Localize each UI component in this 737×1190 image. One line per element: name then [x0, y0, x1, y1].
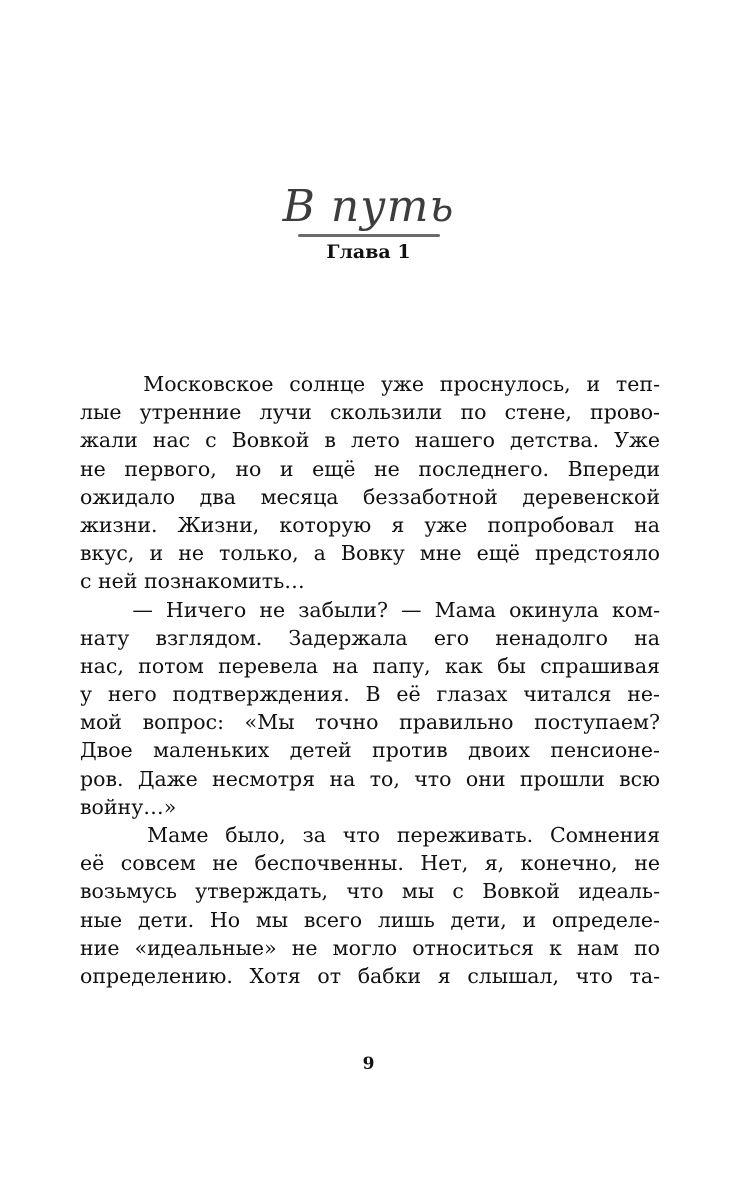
text-line: войну…»	[80, 794, 177, 819]
text-line: нату взглядом. Задержала его ненадолго на	[80, 625, 660, 650]
text-line: ров. Даже несмотря на то, что они прошли всю	[80, 766, 660, 791]
body-text	[80, 370, 660, 990]
text-line: с ней познакомить…	[80, 569, 305, 594]
text-line: Маме было, за что переживать. Сомнения	[80, 823, 660, 847]
text-line: возьмусь утверждать, что мы с Вовкой идеаль-	[80, 879, 660, 904]
text-line: ние «идеальные» не могло относиться к нам по	[80, 935, 660, 960]
text-line: не первого, но и ещё не последнего. Впереди	[80, 456, 660, 481]
text-line: Московское солнце уже проснулось, и теп-	[80, 372, 660, 396]
text-line: ожидало два месяца беззаботной деревенской	[80, 484, 660, 509]
paragraph	[80, 821, 660, 990]
chapter-label: Глава 1	[326, 241, 411, 263]
text-line: жизни. Жизни, которую я уже попробовал на	[80, 512, 660, 537]
text-line: ные дети. Но мы всего лишь дети, и определе-	[80, 907, 660, 932]
text-line: её совсем не беспочвенны. Нет, я, конечно, не	[80, 851, 660, 876]
text-line: мой вопрос: «Мы точно правильно поступаем?	[80, 710, 660, 735]
text-line: лые утренние лучи скользили по стене, прово-	[80, 400, 660, 425]
text-line: нас, потом перевела на папу, как бы спрашивая	[80, 653, 660, 678]
text-line: определению. Хотя от бабки я слышал, что та-	[80, 963, 660, 988]
text-line: — Ничего не забыли? — Мама окинула ком-	[80, 597, 660, 622]
text-line: вкус, и не только, а Вовку мне ещё предстояло	[80, 541, 660, 566]
section-title: В путь	[282, 181, 455, 232]
text-line: Двое маленьких детей против двоих пенсионе-	[80, 738, 660, 763]
chapter-heading	[0, 182, 737, 263]
text-line: у него подтверждения. В её глазах читался не-	[80, 682, 660, 707]
paragraph	[80, 596, 660, 822]
page-number: 9	[362, 1054, 375, 1074]
paragraph	[80, 370, 660, 596]
title-underline	[298, 234, 440, 237]
text-line: жали нас с Вовкой в лето нашего детства. Уже	[80, 428, 660, 453]
